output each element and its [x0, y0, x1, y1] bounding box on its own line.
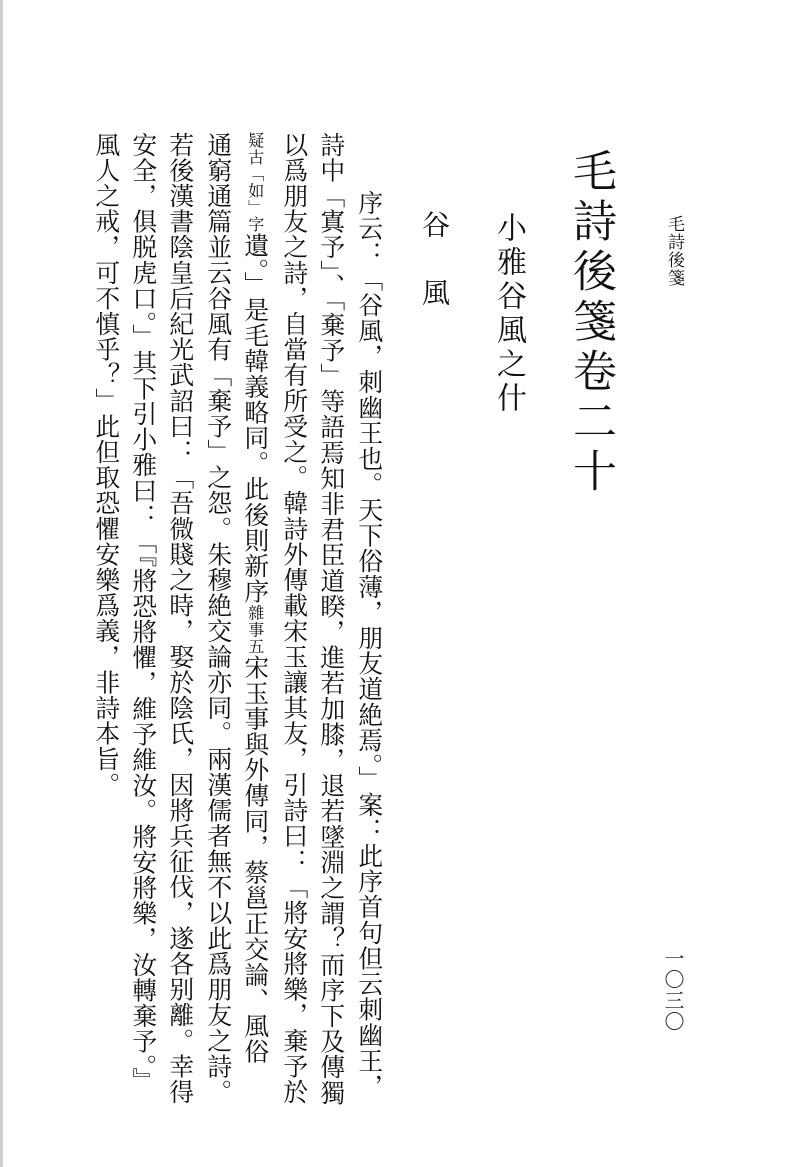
body-line-4-text-b: 宋玉事與外傳同，蔡邕正交論、風俗	[240, 654, 270, 1065]
body-line-2: 詩中「寘予」、「棄予」等語焉知非君臣道睽，進若加膝，退若墜淵之謂？而序下及傳獨	[316, 132, 346, 1106]
poem-title-first-char: 谷	[418, 210, 451, 238]
body-line-1: 序云：「谷風，刺幽王也。天下俗薄，朋友道絶焉。」案：此序首句但云刺幽王，	[354, 190, 384, 1100]
body-line-8: 風人之戒，可不慎乎？」此但取恐懼安樂爲義，非詩本旨。	[91, 132, 121, 798]
interlinear-note: 疑古「如」字	[245, 132, 265, 233]
body-line-6: 若後漢書陰皇后紀光武詔曰：「吾微賤之時，娶於陰氏，因將兵征伐，遂各别離。幸得	[165, 132, 195, 1105]
body-line-4	[240, 132, 270, 1065]
body-line-3: 以爲朋友之詩，自當有所受之。韓詩外傳載宋玉讓其友，引詩曰：「將安將樂，棄予於	[279, 132, 309, 1105]
page-number: 一〇三〇	[661, 948, 685, 1032]
body-line-7: 安全，俱脱虎口。」其下引小雅曰：「『將恐將懼，維予維汝。將安將樂，汝轉棄予。』	[128, 132, 158, 1094]
poem-title	[418, 210, 451, 306]
interlinear-note: 雜事五	[245, 604, 265, 655]
body-line-4-text-a: 遺。」是毛韓義略同。此後則新序	[240, 232, 270, 605]
volume-title: 毛詩後箋卷二十	[565, 148, 616, 498]
running-head: 毛詩後箋	[664, 215, 684, 287]
section-title: 小雅谷風之什	[491, 212, 526, 416]
page-edge	[0, 0, 3, 1167]
poem-title-second-char: 風	[418, 278, 451, 306]
body-line-5: 通窮通篇並云谷風有「棄予」之怨。朱穆絶交論亦同。兩漢儒者無不以此爲朋友之詩。	[203, 132, 233, 1105]
